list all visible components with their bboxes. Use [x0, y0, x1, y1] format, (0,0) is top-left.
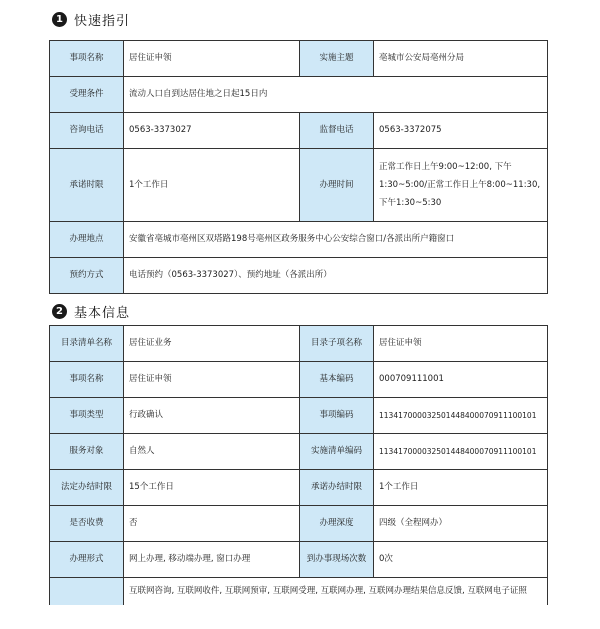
field-value: 互联网咨询, 互联网收件, 互联网预审, 互联网受理, 互联网办理, 互联网办理结果信息反馈, 互联网电子证照 [124, 578, 548, 606]
table-row [50, 149, 548, 222]
table-row [50, 77, 548, 113]
field-label: 目录子项名称 [300, 326, 374, 362]
field-value: 行政确认 [124, 398, 300, 434]
table-row [50, 434, 548, 470]
field-label: 目录清单名称 [50, 326, 124, 362]
field-label: 事项名称 [50, 41, 124, 77]
field-value: 000709111001 [374, 362, 548, 398]
field-value: 1个工作日 [124, 149, 300, 222]
field-label: 服务对象 [50, 434, 124, 470]
table-row [50, 470, 548, 506]
field-value: 居住证申领 [374, 326, 548, 362]
section-title: 快速指引 [74, 13, 131, 29]
field-value: 正常工作日上午9:00~12:00, 下午1:30~5:00/正常工作日上午8:00~11:30, 下午1:30~5:30 [374, 149, 548, 222]
field-value: 0563-3373027 [124, 113, 300, 149]
field-value: 居住证申领 [124, 41, 300, 77]
field-label: 实施主题 [300, 41, 374, 77]
field-label: 是否收费 [50, 506, 124, 542]
field-value: 1个工作日 [374, 470, 548, 506]
table-row [50, 326, 548, 362]
section-title: 基本信息 [74, 305, 131, 321]
field-value: 否 [124, 506, 300, 542]
field-label: 承诺办结时限 [300, 470, 374, 506]
table-row [50, 398, 548, 434]
quick-guide-table [49, 40, 548, 294]
field-label: 法定办结时限 [50, 470, 124, 506]
field-value: 居住证业务 [124, 326, 300, 362]
table-row [50, 41, 548, 77]
field-label: 事项名称 [50, 362, 124, 398]
field-value: 自然人 [124, 434, 300, 470]
table-row [50, 542, 548, 578]
field-label: 事项类型 [50, 398, 124, 434]
table-row [50, 578, 548, 606]
field-label: 监督电话 [300, 113, 374, 149]
section-number-badge: 2 [52, 304, 67, 319]
field-label: 承诺时限 [50, 149, 124, 222]
field-value: 电话预约（0563-3373027）、预约地址（各派出所） [124, 258, 548, 294]
field-value: 亳城市公安局亳州分局 [374, 41, 548, 77]
field-label: 到办事现场次数 [300, 542, 374, 578]
field-label: 办理时间 [300, 149, 374, 222]
field-value: 网上办理, 移动端办理, 窗口办理 [124, 542, 300, 578]
field-value: 113417000032501448400070911100101 [374, 434, 548, 470]
table-row [50, 362, 548, 398]
field-value: 流动人口自到达居住地之日起15日内 [124, 77, 548, 113]
field-value: 113417000032501448400070911100101 [374, 398, 548, 434]
table-row [50, 258, 548, 294]
field-value: 0563-3372075 [374, 113, 548, 149]
field-value: 居住证申领 [124, 362, 300, 398]
field-value: 0次 [374, 542, 548, 578]
field-label: 事项编码 [300, 398, 374, 434]
table-row [50, 222, 548, 258]
table-row [50, 113, 548, 149]
section-quick-guide-header [52, 10, 130, 28]
table-row [50, 506, 548, 542]
field-label: 咨询电话 [50, 113, 124, 149]
section-number-badge: 1 [52, 12, 67, 27]
field-label: 办理形式 [50, 542, 124, 578]
field-label: 基本编码 [300, 362, 374, 398]
field-label: 实施清单编码 [300, 434, 374, 470]
field-value: 15个工作日 [124, 470, 300, 506]
field-label [50, 578, 124, 606]
section-basic-info-header [52, 302, 130, 320]
field-value: 四级（全程网办） [374, 506, 548, 542]
field-label: 办理深度 [300, 506, 374, 542]
field-value: 安徽省亳城市亳州区双塔路198号亳州区政务服务中心公安综合窗口/各派出所户籍窗口 [124, 222, 548, 258]
field-label: 办理地点 [50, 222, 124, 258]
basic-info-table [49, 325, 548, 605]
field-label: 预约方式 [50, 258, 124, 294]
field-label: 受理条件 [50, 77, 124, 113]
